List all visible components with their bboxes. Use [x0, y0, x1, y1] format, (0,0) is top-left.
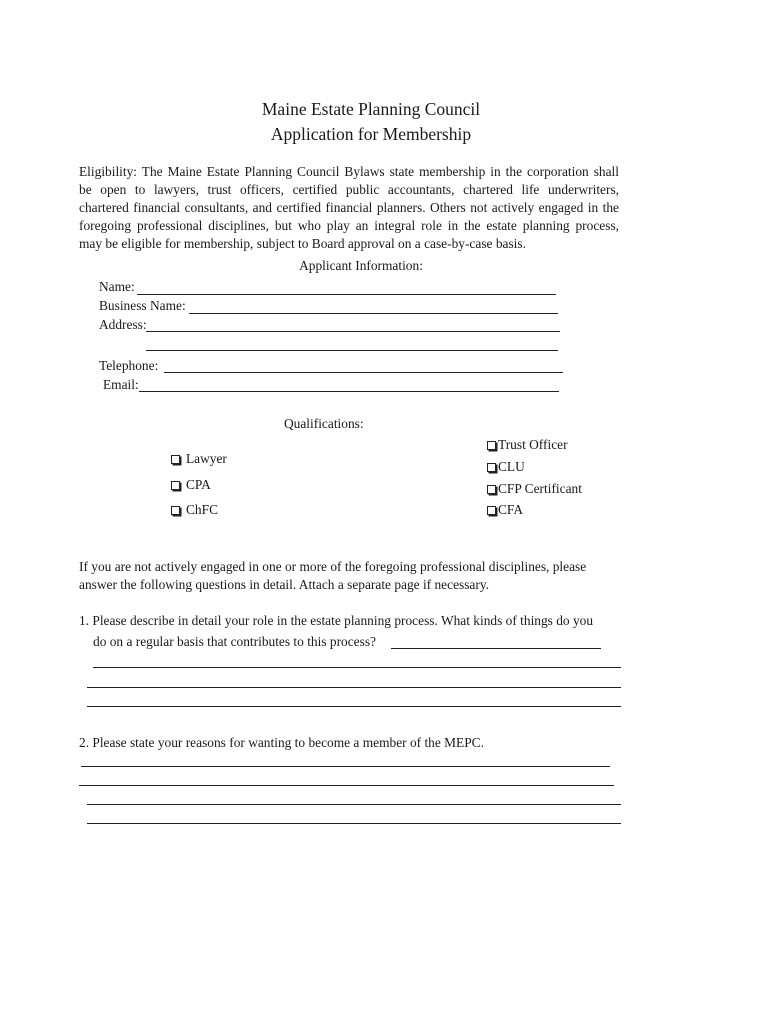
qualification-chfc[interactable] — [171, 502, 218, 518]
qualification-label: CLU — [498, 459, 525, 474]
question-1-answer-inline[interactable] — [391, 648, 601, 649]
qualification-label: CPA — [186, 477, 211, 492]
checkbox-icon[interactable] — [171, 506, 180, 515]
qualification-trust-officer[interactable] — [487, 437, 568, 453]
eligibility-line: Eligibility: The Maine Estate Planning Council Bylaws state membership in the corporation shall — [79, 164, 619, 179]
question-2-answer-line[interactable] — [79, 785, 614, 786]
qualification-label: CFP Certificant — [498, 481, 582, 496]
checkbox-icon[interactable] — [171, 455, 180, 464]
qualification-label: Lawyer — [186, 451, 227, 466]
checkbox-icon[interactable] — [487, 506, 496, 515]
form-subtitle: Application for Membership — [270, 124, 472, 144]
eligibility-line: chartered financial consultants, and certified financial planners. Others not actively engaged in the — [79, 200, 619, 215]
checkbox-icon[interactable] — [171, 481, 180, 490]
eligibility-line: foregoing professional disciplines, but who play an integral role in the estate planning process, — [79, 218, 619, 233]
telephone-label: Telephone: — [99, 358, 159, 373]
checkbox-icon[interactable] — [487, 463, 496, 472]
question-2-line-1: 2. Please state your reasons for wanting to become a member of the MEPC. — [79, 735, 484, 750]
eligibility-line: may be eligible for membership, subject to Board approval on a case-by-case basis. — [79, 236, 526, 251]
qualification-cfp-certificant[interactable] — [487, 481, 582, 497]
question-1-answer-line[interactable] — [87, 687, 621, 688]
question-1-answer-line[interactable] — [93, 667, 621, 668]
business-name-field[interactable] — [189, 313, 558, 314]
qualification-lawyer[interactable] — [171, 451, 227, 467]
eligibility-paragraph — [79, 163, 619, 253]
qualification-clu[interactable] — [487, 459, 525, 475]
form-title: Maine Estate Planning Council — [261, 99, 481, 119]
question-2-answer-line[interactable] — [87, 804, 621, 805]
question-1-answer-line[interactable] — [87, 706, 621, 707]
qualifications-heading: Qualifications: — [284, 416, 364, 431]
name-label: Name: — [99, 279, 135, 294]
applicant-info-heading: Applicant Information: — [299, 258, 423, 273]
question-2-answer-line[interactable] — [87, 823, 621, 824]
email-field[interactable] — [139, 391, 559, 392]
qualification-label: Trust Officer — [498, 437, 568, 452]
name-field[interactable] — [137, 294, 556, 295]
address-field[interactable] — [146, 331, 560, 332]
address-label: Address: — [99, 317, 147, 332]
telephone-field[interactable] — [164, 372, 563, 373]
qualification-label: CFA — [498, 502, 524, 517]
email-label: Email: — [103, 377, 139, 392]
question-1-line-1: 1. Please describe in detail your role in the estate planning process. What kinds of things do you — [79, 613, 594, 628]
instructions-line-1: If you are not actively engaged in one or more of the foregoing professional disciplines, please — [79, 559, 587, 574]
qualification-cpa[interactable] — [171, 477, 211, 493]
business-name-label: Business Name: — [99, 298, 186, 313]
question-1-line-2: do on a regular basis that contributes to this process? — [93, 634, 376, 649]
checkbox-icon[interactable] — [487, 485, 496, 494]
qualification-cfa[interactable] — [487, 502, 523, 518]
eligibility-line: be open to lawyers, trust officers, certified public accountants, chartered life underwriters, — [79, 182, 619, 197]
address-field-line-2[interactable] — [146, 350, 558, 351]
question-2-answer-line[interactable] — [81, 766, 610, 767]
qualification-label: ChFC — [186, 502, 219, 517]
instructions-line-2: answer the following questions in detail. Attach a separate page if necessary. — [79, 577, 490, 592]
checkbox-icon[interactable] — [487, 441, 496, 450]
